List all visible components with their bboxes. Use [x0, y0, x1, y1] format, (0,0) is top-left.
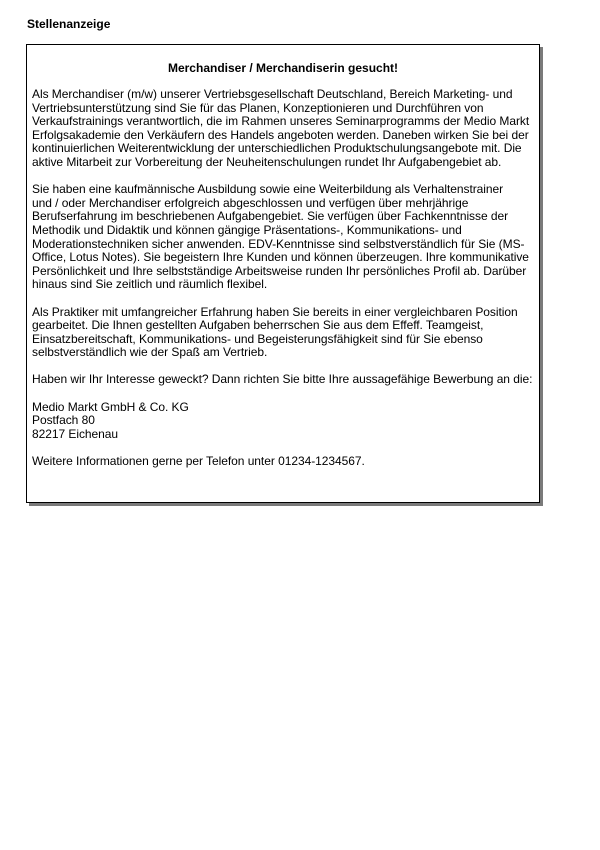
- text-line: Vertriebsunterstützung sind Sie für das Planen, Konzeptionieren und Durchführen von: [32, 100, 484, 115]
- contact-address: [32, 401, 542, 442]
- text-line: Einsatzbereitschaft, Kommunikations- und Begeisterungsfähigkeit sind für Sie ebenso: [32, 331, 483, 346]
- text-line: Als Merchandiser (m/w) unserer Vertriebsgesellschaft Deutschland, Bereich Marketing- und: [32, 87, 513, 101]
- text-line: Office, Lotus Notes). Sie begeistern Ihre Kunden und können überzeugen. Ihre kommunikative: [32, 250, 529, 265]
- phone-info-line: Weitere Informationen gerne per Telefon unter 01234-1234567.: [32, 454, 365, 469]
- job-ad-body: [32, 88, 542, 469]
- text-line: Methodik und Didaktik und können gängige Präsentations-, Kommunikations- und: [32, 222, 462, 237]
- text-line: Haben wir Ihr Interesse geweckt? Dann richten Sie bitte Ihre aussagefähige Bewerbung an die:: [32, 372, 533, 387]
- postbox: Postfach 80: [32, 413, 95, 428]
- postal-city: 82217 Eichenau: [32, 426, 119, 441]
- text-line: Erfolgsakademie den Verkäufern des Handels angeboten werden. Daneben wirken Sie bei der: [32, 127, 529, 142]
- text-line: Moderationstechniken sicher anwenden. EDV-Kenntnisse sind selbstverständlich für Sie (MS-: [32, 236, 525, 251]
- text-line: selbstverständlich wie der Spaß am Vertrieb.: [32, 345, 268, 360]
- text-line: Persönlichkeit und Ihre selbstständige Arbeitsweise runden Ihr persönliches Profil ab. Darüber: [32, 263, 527, 278]
- text-line: Sie haben eine kaufmännische Ausbildung sowie eine Weiterbildung als Verhaltenstrainer: [32, 182, 504, 197]
- paragraph-call-to-action: [32, 373, 542, 387]
- job-ad-box: [26, 44, 540, 503]
- text-line: Berufserfahrung im beschriebenen Aufgabengebiet. Sie verfügen über Fachkenntnisse der: [32, 209, 509, 224]
- paragraph-requirements: [32, 183, 542, 292]
- paragraph-experience: [32, 306, 542, 360]
- text-line: aktive Mitarbeit zur Vorbereitung der Neuheitenschulungen rundet Ihr Aufgabengebiet ab.: [32, 154, 502, 169]
- paragraph-intro: [32, 88, 542, 170]
- text-line: gearbeitet. Die Ihnen gestellten Aufgaben beherrschen Sie aus dem Effeff. Teamgeist,: [32, 318, 484, 333]
- paragraph-phone-info: [32, 455, 542, 469]
- text-line: Als Praktiker mit umfangreicher Erfahrung haben Sie bereits in einer vergleichbaren Position: [32, 304, 518, 319]
- company-name: Medio Markt GmbH & Co. KG: [32, 399, 189, 414]
- job-ad-title: Merchandiser / Merchandiserin gesucht!: [167, 61, 399, 75]
- text-line: und / oder Merchandiser erfolgreich abgeschlossen und verfügen über mehrjährige: [32, 195, 469, 210]
- text-line: kontinuierlichen Weiterentwicklung der unterschiedlichen Produktschulungsangebote mit. Die: [32, 141, 522, 156]
- document-label: Stellenanzeige: [27, 17, 111, 31]
- text-line: Verkaufstrainings verantwortlich, die im Rahmen unseres Seminarprogramms der Medio Markt: [32, 114, 530, 129]
- text-line: hinaus sind Sie zeitlich und räumlich flexibel.: [32, 277, 268, 292]
